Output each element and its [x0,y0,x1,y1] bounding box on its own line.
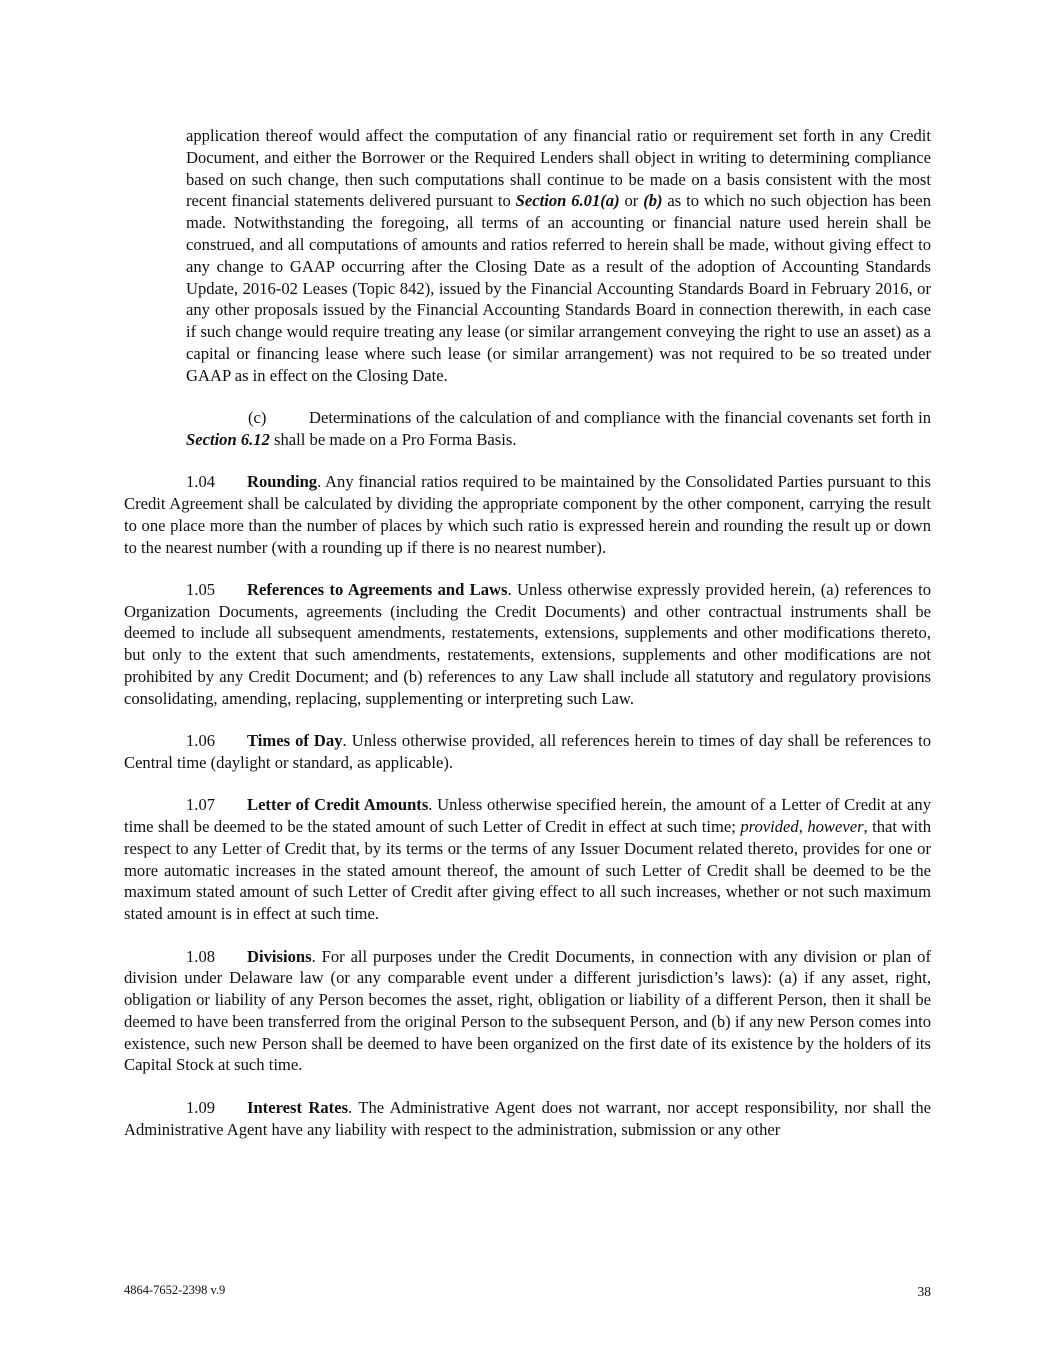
paragraph-text: Determinations of the calculation of and compliance with the financial covenants set forth in [309,408,931,428]
page-number: 38 [917,1284,931,1299]
section-1-09 [124,1097,931,1141]
section-number: 1.06 [186,731,216,751]
section-reference: (b) [643,191,663,211]
section-number: 1.08 [186,946,216,966]
section-number: 1.04 [186,472,216,492]
section-heading: Rounding [247,472,318,492]
paragraph-text: application thereof would affect the computation of any financial ratio or requirement set forth in any Credit Document, and either the Borrower or the Required Lenders shall object in writing to determining compliance based on such change, then such computations shall continue to be made on a basis consistent with the most recent financial statements delivered pursuant to [186,126,931,211]
section-number: 1.09 [186,1097,216,1117]
section-1-07 [124,794,931,925]
subsection-label: (c) [248,408,267,428]
section-heading: Times of Day [247,731,343,751]
paragraph-text: shall be made on a Pro Forma Basis. [269,429,517,449]
italic-term: however [807,817,864,837]
section-body: , [798,817,808,837]
section-reference: Section 6.01(a) [515,191,620,211]
subsection-c [186,407,931,451]
section-heading: Divisions [247,946,312,966]
section-body: . Unless otherwise expressly provided herein, (a) references to Organization Documents, agreements (including the Credit Documents) and other contractual instruments shall be deemed to include all subsequent amendments, restatements, extensions, supplements and other modifications thereto, but only to the extent that such amendments, restatements, extensions, supplements and other modifications are not prohibited by any Credit Document; and (b) references to any Law shall include all statutory and regulatory provisions consolidating, amending, replacing, supplementing or interpreting such Law. [124,579,931,708]
section-body: . For all purposes under the Credit Documents, in connection with any division or plan of division under Delaware law (or any comparable event under a different jurisdiction’s laws): (a) if any asset, right, obligation or liability of any Person becomes the asset, right, obligation or liability of a different Person, then it shall be deemed to have been transferred from the original Person to the subsequent Person, and (b) if any new Person comes into existence, such new Person shall be deemed to have been organized on the first date of its existence by the holders of its Capital Stock at such time. [124,946,931,1075]
paragraph-continuation [186,125,931,387]
section-body: . Unless otherwise specified herein, the amount of a Letter of Credit at any time shall be deemed to be the stated amount of such Letter of Credit in effect at such time; [124,795,932,837]
paragraph-text: or [619,191,644,211]
section-body: , that with respect to any Letter of Credit that, by its terms or the terms of any Issuer Document related thereto, provides for one or more automatic increases in the stated amount thereof, the amount of such Letter of Credit shall be deemed to be the maximum stated amount of such Letter of Credit after giving effect to all such increases, whether or not such maximum stated amount is in effect at such time. [124,817,931,924]
section-heading: References to Agreements and Laws [247,579,508,599]
section-1-08 [124,946,931,1077]
section-1-06 [124,730,931,774]
section-heading: Letter of Credit Amounts [247,795,429,815]
section-1-04 [124,471,931,558]
document-page [124,125,931,1161]
paragraph-text: as to which no such objection has been made. Notwithstanding the foregoing, all terms of an accounting or financial nature used herein shall be construed, and all computations of amounts and ratios referred to herein shall be made, without giving effect to any change to GAAP occurring after the Closing Date as a result of the adoption of Accounting Standards Update, 2016-02 Leases (Topic 842), issued by the Financial Accounting Standards Board in February 2016, or any other proposals issued by the Financial Accounting Standards Board in connection therewith, in each case if such change would require treating any lease (or similar arrangement conveying the right to use an asset) as a capital or financing lease where such lease (or similar arrangement) was not required to be so treated under GAAP as in effect on the Closing Date. [186,191,931,385]
document-id: 4864-7652-2398 v.9 [124,1283,226,1297]
section-1-05 [124,579,931,710]
section-heading: Interest Rates [247,1097,349,1117]
italic-term: provided [740,817,799,837]
section-body: . The Administrative Agent does not warrant, nor accept responsibility, nor shall the Administrative Agent have any liability with respect to the administration, submission or any other [124,1097,931,1139]
section-body: . Any financial ratios required to be maintained by the Consolidated Parties pursuant to this Credit Agreement shall be calculated by dividing the appropriate component by the other component, carrying the result to one place more than the number of places by which such ratio is expressed herein and rounding the result up or down to the nearest number (with a rounding up if there is no nearest number). [124,472,931,557]
section-number: 1.05 [186,579,216,599]
section-body: . Unless otherwise provided, all references herein to times of day shall be references to Central time (daylight or standard, as applicable). [124,731,931,772]
section-reference: Section 6.12 [186,429,270,449]
section-number: 1.07 [186,795,216,815]
